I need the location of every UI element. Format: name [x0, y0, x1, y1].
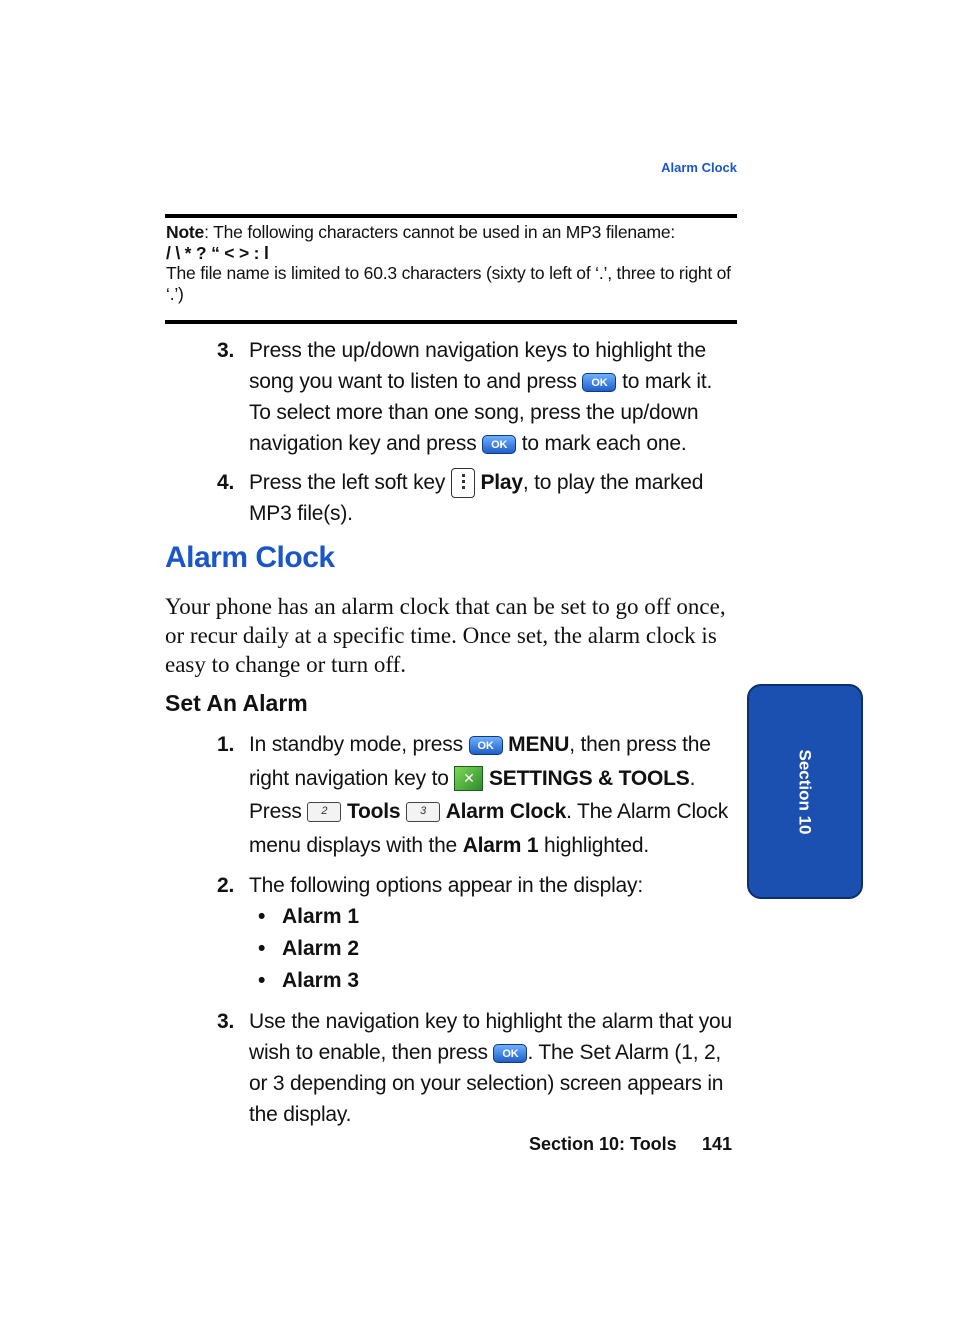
footer-section: Section 10: Tools: [529, 1134, 677, 1154]
section-tab-label: Section 10: [795, 748, 815, 835]
section-heading: Alarm Clock: [165, 541, 335, 574]
note-bottom-rule: [165, 320, 737, 324]
step-text: Press the left soft key: [249, 471, 446, 494]
note-line1: : The following characters cannot be used in an MP3 filename:: [204, 222, 676, 242]
step-text: In standby mode, press: [249, 733, 463, 756]
bullet-item: • Alarm 1: [258, 905, 360, 928]
step-number: 2.: [217, 874, 235, 897]
subheading: Set An Alarm: [165, 690, 308, 716]
step-text: . The Alarm Clock menu displays with the: [249, 800, 728, 857]
left-soft-key-icon: [451, 468, 475, 498]
step-number: 3.: [217, 339, 235, 362]
key-2-icon: 2: [307, 802, 341, 822]
step-bold: Play: [480, 471, 523, 494]
step-text: Use the navigation key to highlight the alarm that you wish to enable, then press: [249, 1010, 732, 1064]
note-top-rule: [165, 214, 737, 218]
bullet-label: Alarm 1: [282, 905, 360, 928]
step-text: , to play the marked MP3 file(s).: [249, 471, 704, 526]
ok-key-icon: OK: [469, 736, 503, 755]
step-text: The following options appear in the display:: [249, 874, 643, 897]
step-text: , then press the right navigation key to: [249, 733, 711, 790]
step-bold: Alarm Clock: [445, 800, 567, 823]
bullet-item: • Alarm 3: [258, 969, 360, 992]
ok-key-icon: OK: [482, 435, 516, 454]
intro-paragraph: Your phone has an alarm clock that can be set to go off once, or recur daily at a specific time. Once set, the alarm clock is easy to change or turn off.: [165, 594, 726, 677]
running-head: Alarm Clock: [661, 160, 737, 175]
note-label: Note: [166, 222, 205, 242]
step-bold: Alarm 1: [462, 833, 539, 857]
step-text: to mark each one.: [521, 432, 687, 455]
step-text: highlighted.: [543, 833, 649, 857]
step-text: . The Set Alarm (1, 2, or 3 depending on your selection) screen appears in the display.: [249, 1041, 724, 1126]
step-bold: MENU: [508, 733, 570, 756]
page-number: 141: [702, 1134, 733, 1154]
key-3-icon: 3: [406, 802, 440, 822]
note-line2: The file name is limited to 60.3 characters (sixty to left of ‘.’, three to right of ‘.’): [166, 263, 731, 304]
settings-tools-icon: ✕: [454, 766, 483, 791]
bullet-label: Alarm 3: [282, 969, 360, 992]
step-bold: SETTINGS & TOOLS: [488, 766, 690, 790]
section-tab-label-wrap: [747, 684, 863, 899]
step-text: Press the up/down navigation keys to highlight the song you want to listen to and press: [249, 339, 706, 393]
step-text: to mark it. To select more than one song, press the up/down navigation key and press: [249, 370, 713, 455]
ok-key-icon: OK: [493, 1044, 527, 1063]
step-number: 1.: [217, 733, 235, 756]
step-text: . Press: [249, 766, 696, 823]
note-forbidden-chars: / \ * ? “ < > : l: [166, 242, 269, 263]
step-number: 3.: [217, 1010, 235, 1033]
bullet-item: • Alarm 2: [258, 937, 360, 960]
ok-key-icon: OK: [582, 373, 616, 392]
bullet-label: Alarm 2: [282, 937, 360, 960]
step-bold: Tools: [346, 800, 401, 823]
note-box: [166, 222, 738, 304]
step-number: 4.: [217, 471, 235, 494]
